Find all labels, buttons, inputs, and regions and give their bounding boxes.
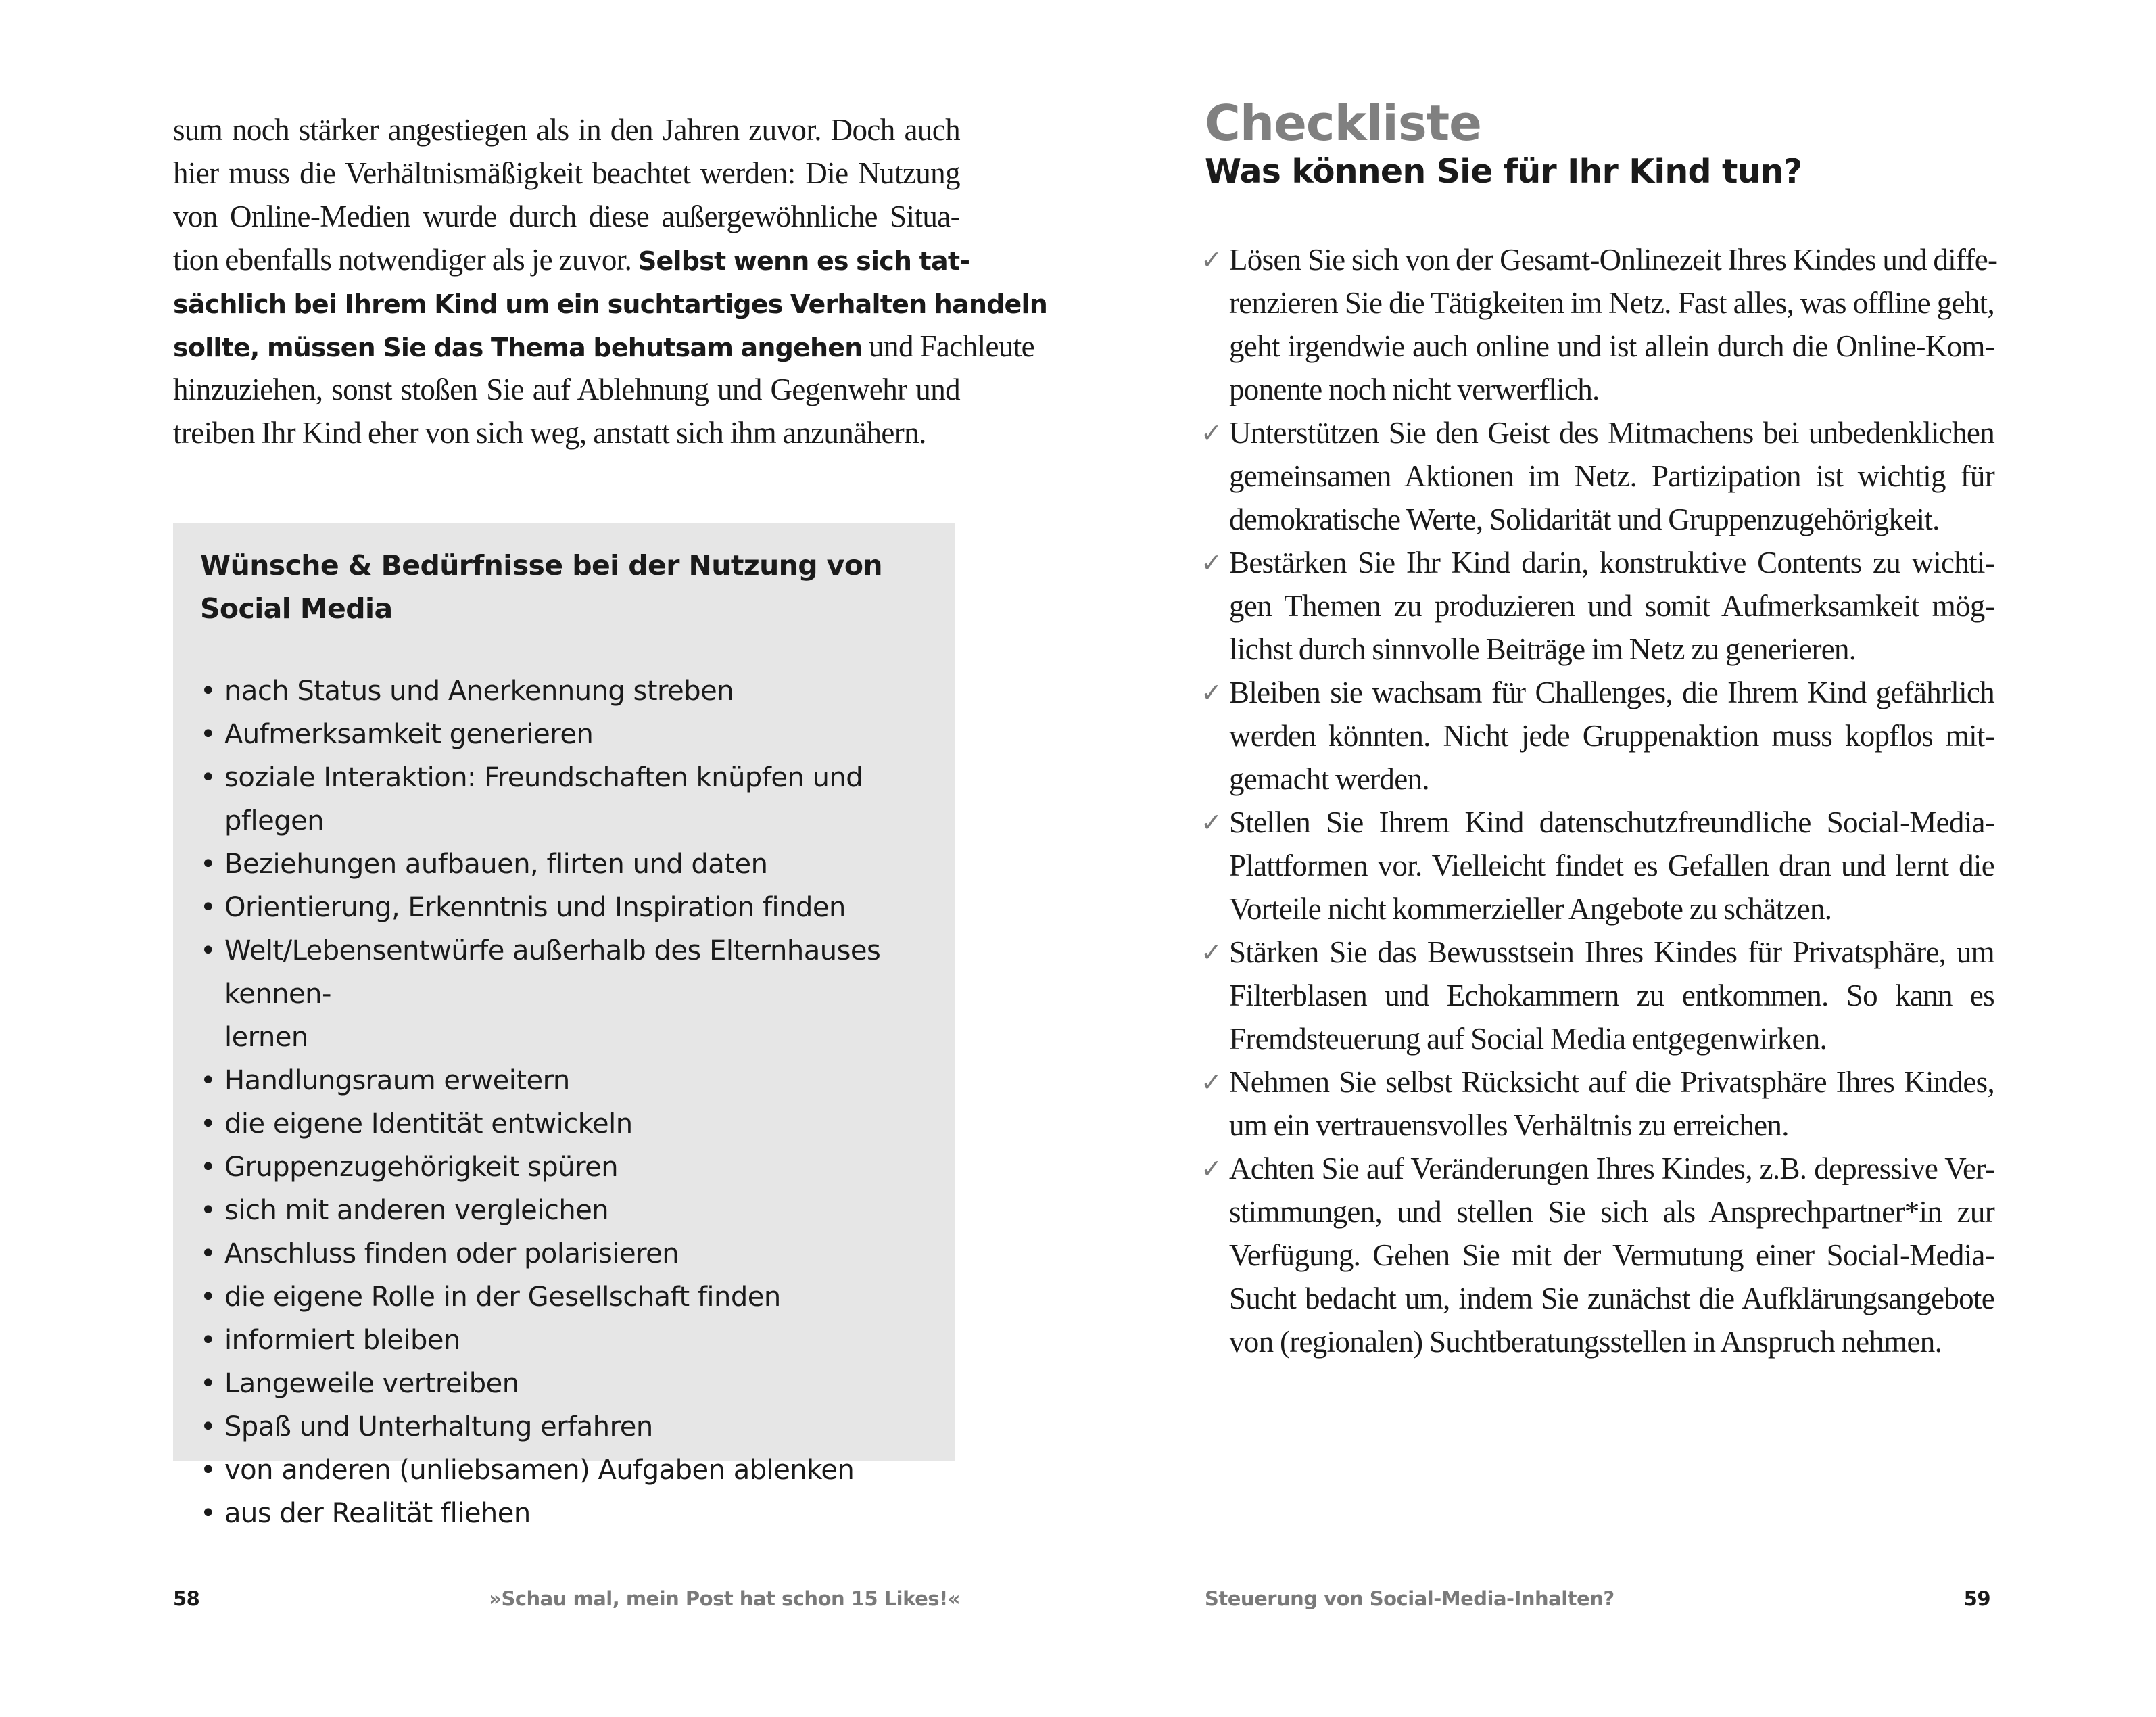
checklist-line: Achten Sie auf Veränderungen Ihres Kindes, z.B. depressive Ver- [1229,1152,1994,1185]
bullet-icon: • [200,849,216,880]
checklist-line: Filterblasen und Echokammern zu entkommen. So kann es [1229,979,1994,1012]
list-item [200,1275,955,1319]
list-item-text: Gruppenzugehörigkeit spüren [224,1152,619,1183]
list-item [200,929,955,1059]
body-text: tion ebenfalls notwendiger als je zuvor. [173,243,638,277]
checklist-item [1201,238,1998,411]
checklist-line: Plattformen vor. Vielleicht findet es Gefallen dran und lernt die [1229,849,1994,883]
checklist-line: Nehmen Sie selbst Rücksicht auf die Privatsphäre Ihres Kindes, [1229,1065,1994,1099]
body-paragraph [173,108,1047,454]
page-number: 59 [1963,1587,1990,1610]
list-item-text: soziale Interaktion: Freundschaften knüpfen und pflegen [224,762,863,837]
body-line [173,411,960,454]
body-line [173,108,960,151]
checklist-line: Sucht bedacht um, indem Sie zunächst die Aufklärungsangebote [1229,1281,1994,1315]
list-item-text: die eigene Rolle in der Gesellschaft finden [224,1281,781,1313]
list-item-text: aus der Realität fliehen [224,1498,531,1529]
right-page [1078,0,2156,1717]
checkmark-icon: ✓ [1201,807,1222,837]
page-number: 58 [173,1587,200,1610]
list-item [200,886,955,929]
checklist-line: gemeinsamen Aktionen im Netz. Partizipation ist wichtig für [1229,459,1994,493]
list-item [200,669,955,713]
checklist-line: Bestärken Sie Ihr Kind darin, konstruktive Contents zu wichti- [1229,546,1994,580]
list-item-text: Beziehungen aufbauen, flirten und daten [224,849,768,880]
checklist-item [1201,801,1994,931]
checkmark-icon: ✓ [1201,678,1222,707]
checklist-line: werden könnten. Nicht jede Gruppenaktion muss kopflos mit- [1229,719,1994,753]
needs-list [200,669,955,1535]
checklist-item [1201,541,1994,671]
checklist-line: Verfügung. Gehen Sie mit der Vermutung einer Social-Media- [1229,1238,1994,1272]
body-text: treiben Ihr Kind eher von sich weg, anstatt sich ihm anzunähern. [173,416,926,450]
body-line [173,325,1035,368]
body-text: hier muss die Verhältnismäßigkeit beachtet werden: Die Nutzung [173,156,960,190]
checklist-item [1201,671,1994,801]
list-item-text: Handlungsraum erweitern [224,1065,570,1096]
bullet-icon: • [200,1065,216,1096]
body-text: von Online-Medien wurde durch diese außergewöhnliche Situa- [173,199,960,233]
list-item [200,1405,955,1449]
body-text: hinzuziehen, sonst stoßen Sie auf Ablehnung und Gegenwehr und [173,373,960,406]
list-item-text: Welt/Lebensentwürfe außerhalb des Elternhauses kennen- [224,935,881,1010]
bullet-icon: • [200,1411,216,1442]
bullet-icon: • [200,1152,216,1183]
checklist-line: stimmungen, und stellen Sie sich als Ansprechpartner*in zur [1229,1195,1994,1229]
list-item [200,1319,955,1362]
list-item-text: die eigene Identität entwickeln [224,1108,633,1139]
checkmark-icon: ✓ [1201,418,1222,448]
bold-text: sollte, müssen Sie das Thema behutsam angehen [173,333,863,362]
checklist-subtitle: Was können Sie für Ihr Kind tun? [1205,152,1802,191]
list-item-text: nach Status und Anerkennung streben [224,676,734,707]
list-item [200,1189,955,1232]
checkmark-icon: ✓ [1201,1154,1222,1183]
checklist-line: Unterstützen Sie den Geist des Mitmachens bei unbedenklichen [1229,416,1994,450]
checklist-line: Lösen Sie sich von der Gesamt-Onlinezeit Ihres Kindes und diffe- [1229,243,1998,277]
bullet-icon: • [200,1325,216,1356]
bullet-icon: • [200,1108,216,1139]
bullet-icon: • [200,1238,216,1269]
body-line [173,195,960,238]
checkmark-icon: ✓ [1201,548,1222,578]
running-head: Steuerung von Social-Media-Inhalten? [1205,1587,1614,1610]
checklist-item [1201,411,1994,541]
checkmark-icon: ✓ [1201,937,1222,967]
checklist-line: lichst durch sinnvolle Beiträge im Netz zu generieren. [1229,632,1856,666]
list-item [200,1362,955,1405]
list-item [200,756,955,843]
list-item-continuation: lernen [224,1022,308,1053]
checklist-line: demokratische Werte, Solidarität und Gruppenzugehörigkeit. [1229,502,1940,536]
list-item-text: informiert bleiben [224,1325,460,1356]
checklist-line: gemacht werden. [1229,762,1429,796]
list-item [200,843,955,886]
bullet-icon: • [200,1368,216,1399]
bold-text: sächlich bei Ihrem Kind um ein suchtartiges Verhalten handeln [173,289,1047,319]
list-item-text: Langeweile vertreiben [224,1368,519,1399]
list-item-text: Spaß und Unterhaltung erfahren [224,1411,653,1442]
body-line [173,281,1047,325]
bullet-icon: • [200,1195,216,1226]
list-item [200,1102,955,1146]
checklist [1201,238,1998,1363]
checklist-line: Fremdsteuerung auf Social Media entgegenwirken. [1229,1022,1827,1056]
checklist-line: Bleiben sie wachsam für Challenges, die Ihrem Kind gefährlich [1229,676,1994,709]
bullet-icon: • [200,1455,216,1486]
bullet-icon: • [200,892,216,923]
bullet-icon: • [200,935,216,966]
checklist-line: von (regionalen) Suchtberatungsstellen in Anspruch nehmen. [1229,1325,1942,1359]
bullet-icon: • [200,1498,216,1529]
list-item [200,1059,955,1102]
checkmark-icon: ✓ [1201,1067,1222,1097]
info-box-heading: Wünsche & Bedürfnisse bei der Nutzung von Social Media [200,549,882,625]
body-line [173,368,960,411]
list-item [200,1232,955,1275]
checklist-line: renzieren Sie die Tätigkeiten im Netz. Fast alles, was offline geht, [1229,286,1994,320]
list-item [200,1146,955,1189]
info-box [173,523,955,1529]
bullet-icon: • [200,676,216,707]
list-item [200,713,955,756]
list-item-text: sich mit anderen vergleichen [224,1195,609,1226]
list-item [200,1492,955,1535]
running-head: »Schau mal, mein Post hat schon 15 Likes!« [489,1587,960,1610]
checklist-line: Vorteile nicht kommerzieller Angebote zu schätzen. [1229,892,1832,926]
body-text: sum noch stärker angestiegen als in den Jahren zuvor. Doch auch [173,113,960,147]
checkmark-icon: ✓ [1201,245,1222,275]
checklist-item [1201,931,1994,1060]
checklist-item [1201,1060,1994,1147]
checklist-line: gen Themen zu produzieren und somit Aufmerksamkeit mög- [1229,589,1994,623]
checklist-line: Stärken Sie das Bewusstsein Ihres Kindes für Privatsphäre, um [1229,935,1994,969]
checklist-line: geht irgendwie auch online und ist allein durch die Online-Kom- [1229,329,1994,363]
body-text: und Fachleute [862,329,1035,363]
bullet-icon: • [200,762,216,793]
list-item-text: von anderen (unliebsamen) Aufgaben ablenken [224,1455,855,1486]
body-line [173,238,970,281]
checklist-line: Stellen Sie Ihrem Kind datenschutzfreundliche Social-Media- [1229,805,1994,839]
list-item-text: Orientierung, Erkenntnis und Inspiration finden [224,892,846,923]
list-item-text: Aufmerksamkeit generieren [224,719,594,750]
checklist-title: Checkliste [1205,95,1481,151]
bold-text: Selbst wenn es sich tat- [638,246,970,276]
body-line [173,151,960,195]
bullet-icon: • [200,719,216,750]
bullet-icon: • [200,1281,216,1313]
checklist-item [1201,1147,1994,1363]
list-item [200,1449,955,1492]
list-item-text: Anschluss finden oder polarisieren [224,1238,679,1269]
checklist-line: um ein vertrauensvolles Verhältnis zu erreichen. [1229,1108,1789,1142]
checklist-line: ponente noch nicht verwerflich. [1229,373,1600,406]
